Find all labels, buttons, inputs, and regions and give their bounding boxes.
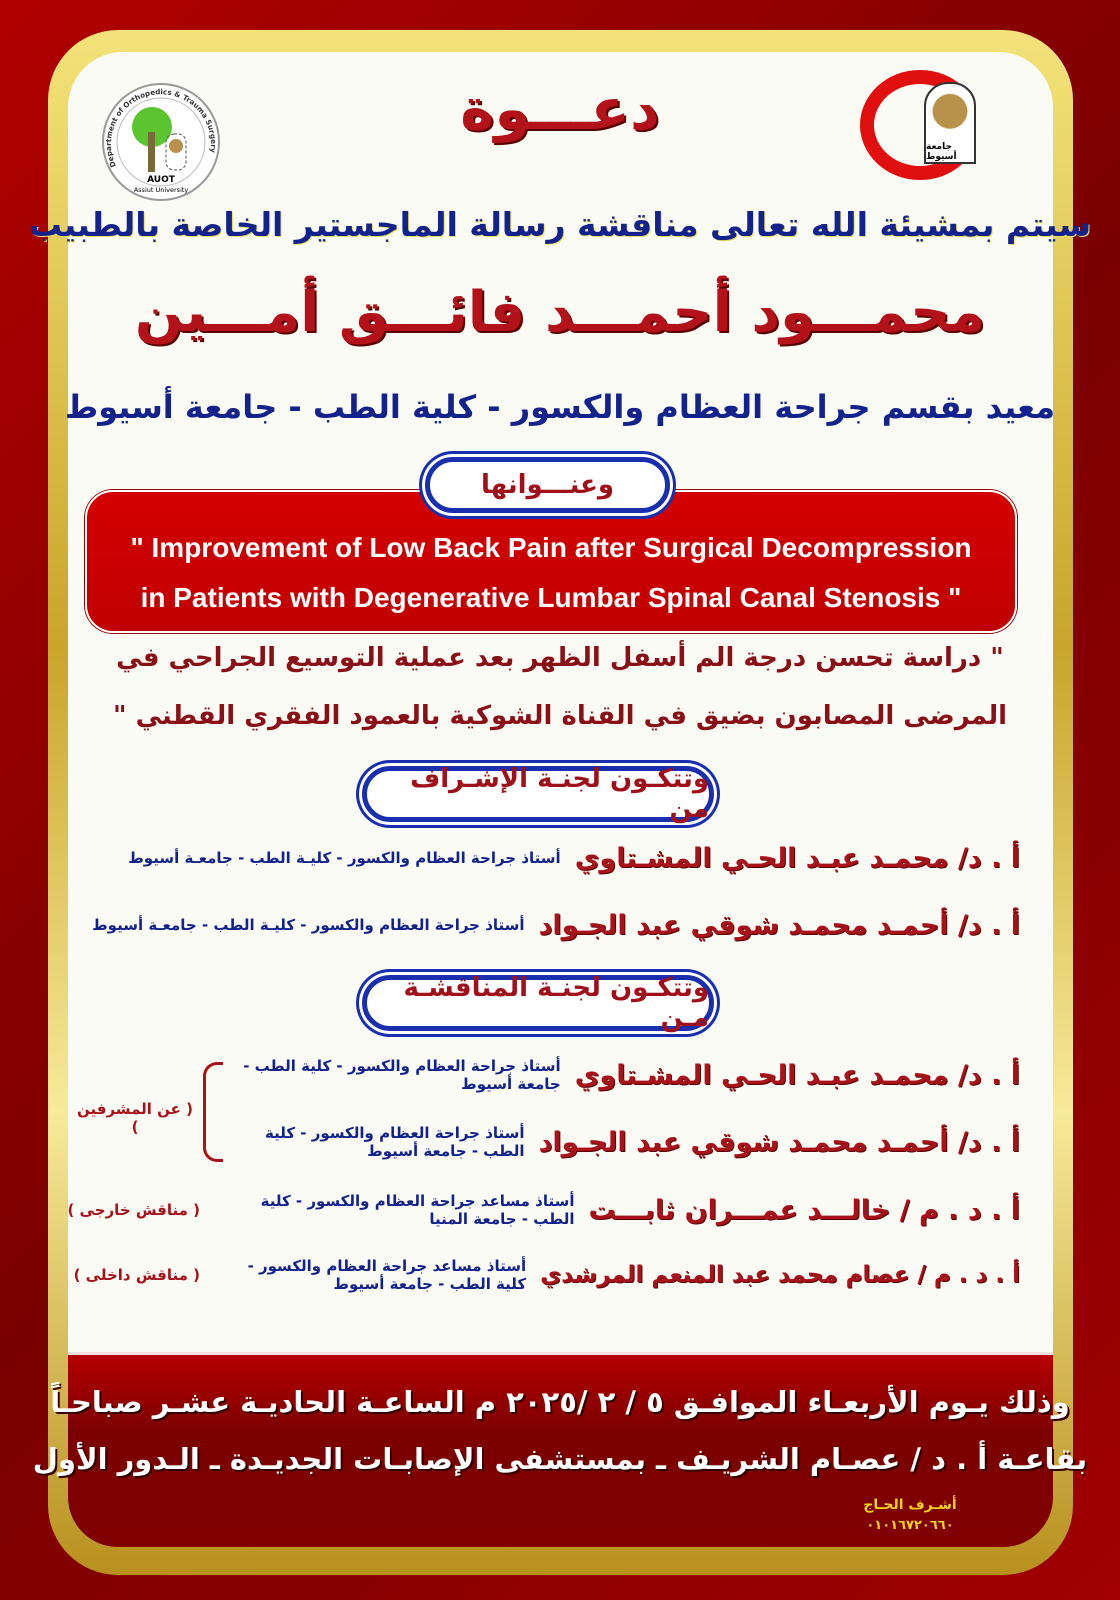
discussion-label: وتتكـون لجنـة المناقشـة مـن	[362, 975, 714, 1031]
supervisor-row	[75, 903, 1020, 947]
supervisor-row	[75, 836, 1020, 880]
thesis-label: وعنـــوانها	[425, 457, 670, 513]
member-name: أ . د/ محمـد عبـد الحـي المشـتاوي	[574, 842, 1020, 874]
member-name: أ . د . م / عصام محمد عبد المنعم المرشدي	[540, 1262, 1020, 1288]
member-desc: أستاذ جراحة العظام والكسور - كليـة الطب - جامعـة أسيوط	[128, 849, 561, 867]
designer-name: أشـرف الحـاج	[863, 1497, 957, 1513]
footer-date: وذلك يـوم الأربعـاء الموافـق ٥ / ٢ /٢٠٢٥ م الساعـة الحاديـة عشـر صباحـاً	[50, 1385, 1070, 1419]
thesis-ar-line-1: " دراسة تحسن درجة الم أسفل الظهر بعد عملية التوسيع الجراحي في	[116, 643, 1004, 673]
logo-university: Assiut University	[133, 186, 189, 194]
member-desc: أستاذ جراحة العظام والكسور - كلية الطب - جامعة أسيوط	[243, 1057, 561, 1093]
logo-caption: جامعة أسيوط	[926, 142, 957, 162]
member-desc: أستاذ مساعد جراحة العظام والكسور - كلية الطب - جامعة المنيا	[260, 1192, 575, 1228]
logo-arc-text: Department of Orthopedics & Trauma Surgery	[103, 87, 219, 169]
member-role: ( مناقش خارجى )	[67, 1201, 200, 1219]
member-desc: أستاذ جراحة العظام والكسور - كلية الطب - جامعة أسيوط	[265, 1124, 525, 1160]
footer-venue: بقاعـة أ . د / عصـام الشريـف ـ بمستشفى الإصابـات الجديـدة ـ الـدور الأول	[32, 1442, 1088, 1476]
brace-icon	[203, 1062, 223, 1162]
logo-abbr: AUOT	[147, 175, 175, 185]
group-note: ( عن المشرفين )	[77, 1100, 193, 1136]
thesis-ar-line-2: المرضى المصابون بضيق في القناة الشوكية بالعمود الفقري القطني "	[112, 701, 1008, 731]
member-role: ( مناقش داخلى )	[73, 1266, 200, 1284]
member-desc: أستاذ مساعد جراحة العظام والكسور - كلية الطب - جامعة أسيوط	[247, 1257, 527, 1293]
member-name: أ . د/ أحمـد محمـد شوقي عبد الجـواد	[538, 1126, 1020, 1158]
designer-phone: ٠١٠١٦٧٢٠٦٦٠	[866, 1518, 954, 1533]
member-desc: أستاذ جراحة العظام والكسور - كليـة الطب - جامعـة أسيوط	[92, 916, 525, 934]
examiner-row	[75, 1253, 1020, 1297]
thesis-en-line-1: " Improvement of Low Back Pain after Surgical Decompression	[130, 531, 972, 563]
candidate-name: محمـــود أحمـــد فائـــق أمـــين	[134, 280, 986, 345]
page-title: دعـــوة	[460, 75, 660, 143]
thesis-en-line-2: in Patients with Degenerative Lumbar Spinal Canal Stenosis "	[140, 581, 962, 613]
examiner-row	[67, 1188, 1020, 1232]
member-name: أ . د/ أحمـد محمـد شوقي عبد الجـواد	[538, 909, 1020, 941]
supervision-label: وتتكـون لجنـة الإشـراف من	[362, 766, 714, 822]
intro-text: سيتم بمشيئة الله تعالى مناقشة رسالة الماجستير الخاصة بالطبيب	[28, 205, 1092, 244]
candidate-affiliation: معيد بقسم جراحة العظام والكسور - كلية الطب - جامعة أسيوط	[64, 388, 1056, 426]
member-name: أ . د/ محمـد عبـد الحـي المشـتاوي	[574, 1059, 1020, 1091]
member-name: أ . د . م / خالـــد عمـــران ثابـــت	[588, 1194, 1020, 1226]
